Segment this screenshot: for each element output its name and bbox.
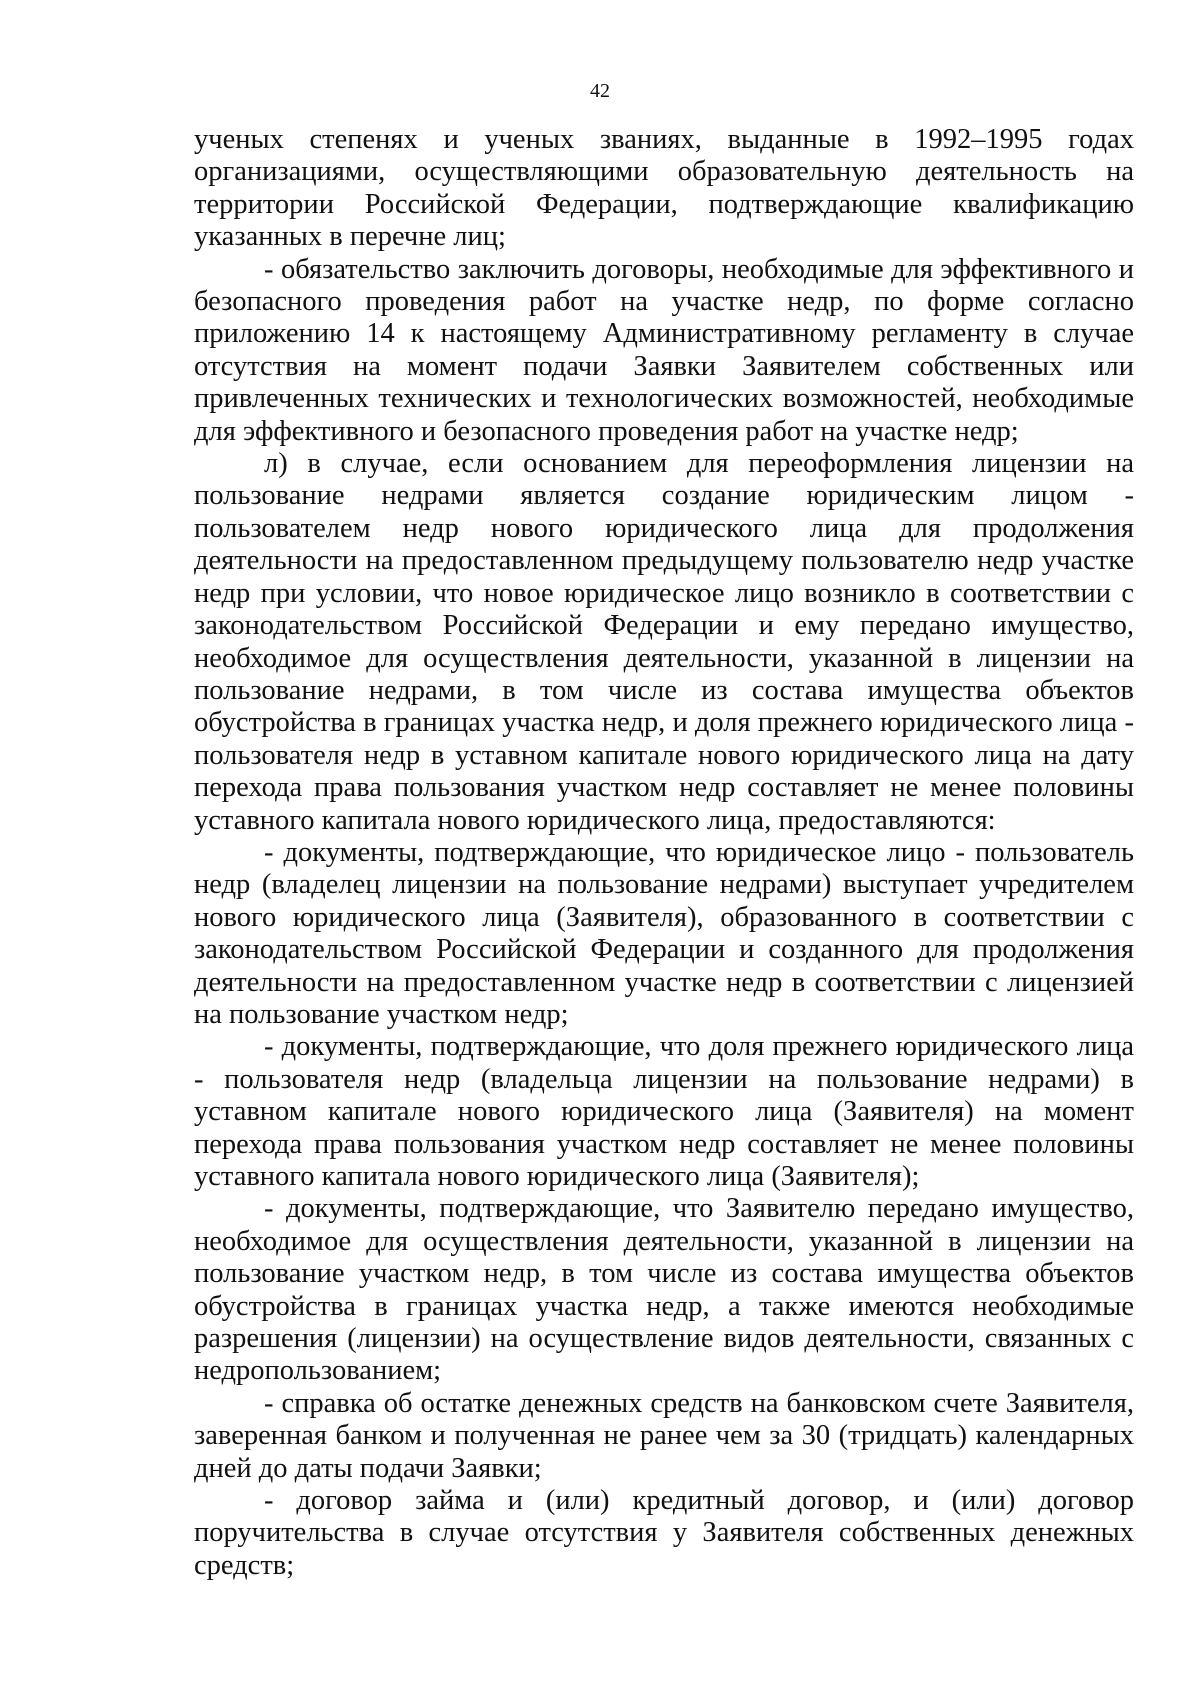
paragraph-6: - документы, подтверждающие, что Заявителю передано имущество, необходимое для осуществления деятельности, указанной в лицензии на пользование участком недр, в том числе из состава имущества объектов обустройства в границах участка недр, а также имеются необходимые разрешения (лицензии) на осуществление видов деятельности, связанных с недропользованием; — [194, 1193, 1134, 1387]
paragraph-1: ученых степенях и ученых званиях, выданные в 1992–1995 годах организациями, осуществляющими образовательную деятельность на территории Российской Федерации, подтверждающие квалификацию указанных в перечне лиц; — [194, 124, 1134, 253]
paragraph-8: - договор займа и (или) кредитный договор, и (или) договор поручительства в случае отсутствия у Заявителя собственных денежных средств; — [194, 1485, 1134, 1581]
document-body — [194, 124, 1134, 1582]
paragraph-2: - обязательство заключить договоры, необходимые для эффективного и безопасного проведения работ на участке недр, по форме согласно приложению 14 к настоящему Административному регламенту в случае отсутствия на момент подачи Заявки Заявителем собственных или привлеченных технических и технологических возможностей, необходимые для эффективного и безопасного проведения работ на участке недр; — [194, 253, 1134, 447]
paragraph-5: - документы, подтверждающие, что доля прежнего юридического лица - пользователя недр (владельца лицензии на пользование недрами) в уставном капитале нового юридического лица (Заявителя) на момент перехода права пользования участком недр составляет не менее половины уставного капитала нового юридического лица (Заявителя); — [194, 1031, 1134, 1192]
paragraph-7: - справка об остатке денежных средств на банковском счете Заявителя, заверенная банком и полученная не ранее чем за 30 (тридцать) календарных дней до даты подачи Заявки; — [194, 1387, 1134, 1484]
paragraph-4: - документы, подтверждающие, что юридическое лицо - пользователь недр (владелец лицензии на пользование недрами) выступает учредителем нового юридического лица (Заявителя), образованного в соответствии с законодательством Российской Федерации и созданного для продолжения деятельности на предоставленном участке недр в соответствии с лицензией на пользование участком недр; — [194, 836, 1134, 1030]
paragraph-3: л) в случае, если основанием для переоформления лицензии на пользование недрами является создание юридическим лицом - пользователем недр нового юридического лица для продолжения деятельности на предоставленном предыдущему пользователю недр участке недр при условии, что новое юридическое лицо возникло в соответствии с законодательством Российской Федерации и ему передано имущество, необходимое для осуществления деятельности, указанной в лицензии на пользование недрами, в том числе из состава имущества объектов обустройства в границах участка недр, и доля прежнего юридического лица - пользователя недр в уставном капитале нового юридического лица на дату перехода права пользования участком недр составляет не менее половины уставного капитала нового юридического лица, предоставляются: — [194, 448, 1134, 836]
page-number: 42 — [590, 80, 610, 102]
